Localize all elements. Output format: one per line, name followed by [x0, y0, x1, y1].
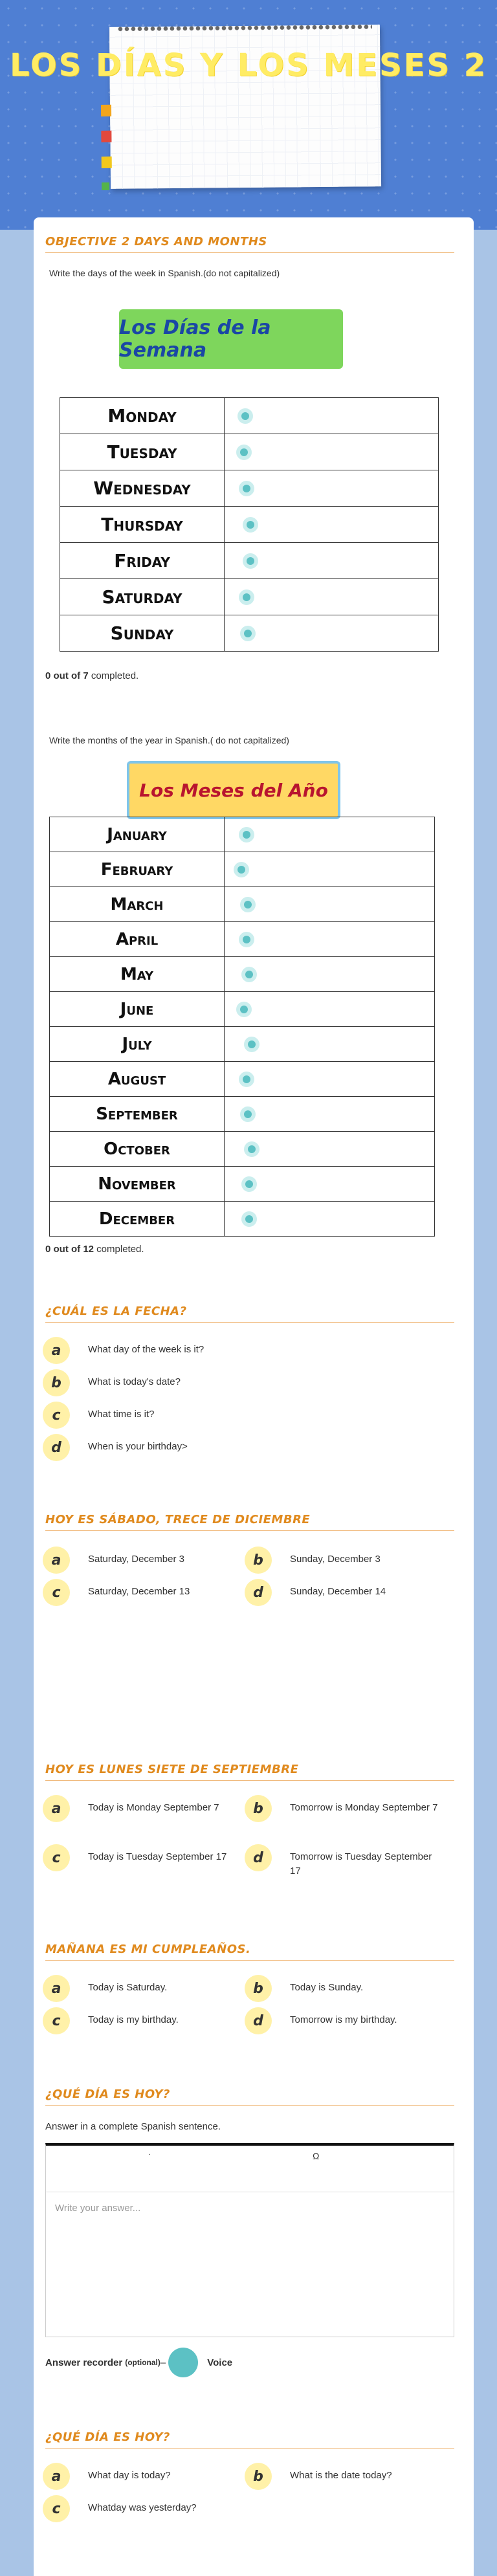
question-heading: ¿QUÉ DÍA ES HOY? [45, 2087, 454, 2106]
option-letter-badge: b [245, 1795, 272, 1822]
recorder-dash: – [160, 2357, 166, 2368]
worksheet-panel [34, 217, 474, 2576]
day-label: Tuesday [60, 434, 225, 470]
answer-dot-icon[interactable] [237, 408, 253, 424]
month-row [50, 992, 435, 1027]
option-text: Today is Monday September 7 [88, 1802, 219, 1813]
option-letter-badge: d [245, 1844, 272, 1871]
option-letter-badge: d [245, 2007, 272, 2034]
answer-option-d[interactable] [43, 1434, 188, 1461]
month-label: February [50, 852, 225, 887]
month-answer-cell[interactable] [225, 1062, 435, 1097]
day-answer-cell[interactable] [225, 579, 439, 615]
option-text: When is your birthday> [88, 1441, 188, 1452]
option-text: Tomorrow is Monday September 7 [290, 1802, 438, 1813]
day-answer-cell[interactable] [225, 543, 439, 579]
option-text: What is today's date? [88, 1376, 181, 1387]
month-row [50, 817, 435, 852]
days-table [60, 397, 439, 652]
answer-option-c[interactable] [43, 1402, 155, 1429]
option-text: What is the date today? [290, 2470, 392, 2481]
month-answer-cell[interactable] [225, 887, 435, 922]
month-answer-cell[interactable] [225, 992, 435, 1027]
option-letter-badge: c [43, 1844, 70, 1871]
option-text: Whatday was yesterday? [88, 2502, 197, 2513]
section-heading: OBJECTIVE 2 DAYS AND MONTHS [45, 235, 454, 253]
option-letter-badge: b [245, 1975, 272, 2002]
voice-label: Voice [207, 2357, 233, 2368]
month-label: April [50, 922, 225, 957]
option-letter-badge: a [43, 1975, 70, 2002]
answer-option-a[interactable] [43, 1975, 237, 2002]
completed-count: 0 out of 12 [45, 1244, 94, 1255]
day-row [60, 398, 439, 434]
notebook-tab [102, 182, 109, 190]
month-label: December [50, 1202, 225, 1237]
answer-dot-icon[interactable] [241, 1176, 257, 1192]
question-heading: ¿CUÁL ES LA FECHA? [45, 1305, 454, 1323]
question-heading: MAÑANA ES MI CUMPLEAÑOS. [45, 1943, 454, 1961]
month-answer-cell[interactable] [225, 1202, 435, 1237]
option-text: Saturday, December 3 [88, 1554, 184, 1565]
answer-dot-icon[interactable] [243, 553, 258, 569]
answer-option-a[interactable] [43, 2463, 237, 2490]
instruction-text: Write the days of the week in Spanish.(do not capitalized) [49, 268, 280, 278]
day-label: Sunday [60, 615, 225, 652]
question-heading: HOY ES LUNES SIETE DE SEPTIEMBRE [45, 1763, 454, 1781]
completed-suffix: completed. [88, 670, 139, 681]
months-table [49, 817, 435, 1237]
page-title: LOS DÍAS Y LOS MESES 2 [9, 47, 488, 83]
option-letter-badge: a [43, 1795, 70, 1822]
month-row [50, 852, 435, 887]
month-label: August [50, 1062, 225, 1097]
day-row [60, 579, 439, 615]
day-answer-cell[interactable] [225, 398, 439, 434]
answer-option-b[interactable] [245, 2463, 439, 2490]
instruction-text: Answer in a complete Spanish sentence. [45, 2121, 221, 2132]
option-letter-badge: a [43, 2463, 70, 2490]
month-label: January [50, 817, 225, 852]
answer-option-c[interactable] [43, 1844, 237, 1871]
option-text: Tomorrow is Tuesday September 17 [290, 1851, 432, 1877]
month-row [50, 1097, 435, 1132]
month-row [50, 957, 435, 992]
special-characters-button[interactable]: Ω [313, 2151, 320, 2161]
option-text: Today is Sunday. [290, 1982, 364, 1993]
day-row [60, 470, 439, 507]
option-text: What day of the week is it? [88, 1344, 204, 1355]
month-answer-cell[interactable] [225, 1167, 435, 1202]
option-letter-badge: c [43, 1402, 70, 1429]
day-label: Wednesday [60, 470, 225, 507]
format-button[interactable]: ˙ [148, 2152, 151, 2163]
completed-suffix: completed. [94, 1244, 144, 1255]
answer-dot-icon[interactable] [244, 1037, 260, 1052]
month-label: May [50, 957, 225, 992]
instruction-text: Write the months of the year in Spanish.( do not capitalized) [49, 735, 289, 745]
answer-dot-icon[interactable] [240, 897, 256, 912]
day-label: Saturday [60, 579, 225, 615]
answer-input[interactable]: Write your answer... [55, 2203, 141, 2214]
month-answer-cell[interactable] [225, 1097, 435, 1132]
answer-option-a[interactable] [43, 1795, 237, 1822]
day-label: Thursday [60, 507, 225, 543]
question-heading: HOY ES SÁBADO, TRECE DE DICIEMBRE [45, 1513, 454, 1531]
hero-banner [0, 0, 497, 230]
option-text: Sunday, December 3 [290, 1554, 381, 1565]
completed-count: 0 out of 7 [45, 670, 89, 681]
microphone-icon[interactable] [168, 2348, 198, 2377]
option-text: Today is Saturday. [88, 1982, 168, 1993]
month-row [50, 887, 435, 922]
month-row [50, 1027, 435, 1062]
month-label: July [50, 1027, 225, 1062]
notebook-tab [101, 105, 111, 116]
answer-dot-icon[interactable] [239, 589, 254, 605]
option-text: Sunday, December 14 [290, 1586, 386, 1597]
editor-toolbar [46, 2146, 454, 2192]
answer-dot-icon[interactable] [239, 481, 254, 496]
option-letter-badge: d [43, 1434, 70, 1461]
recorder-label: Answer recorder [45, 2357, 123, 2368]
answer-dot-icon[interactable] [239, 932, 254, 947]
option-letter-badge: a [43, 1337, 70, 1364]
days-completed-status [45, 670, 138, 681]
notebook-tab [101, 131, 111, 142]
answer-option-d[interactable] [245, 2007, 439, 2034]
answer-editor [45, 2143, 454, 2337]
option-text: Today is my birthday. [88, 2014, 179, 2025]
month-label: November [50, 1167, 225, 1202]
day-row [60, 434, 439, 470]
answer-dot-icon[interactable] [241, 1211, 257, 1227]
option-letter-badge: c [43, 2495, 70, 2522]
option-text: Today is Tuesday September 17 [88, 1851, 227, 1862]
answer-option-c[interactable] [43, 1579, 237, 1606]
month-label: March [50, 887, 225, 922]
month-label: June [50, 992, 225, 1027]
answer-dot-icon[interactable] [243, 517, 258, 533]
answer-option-b[interactable] [245, 1547, 439, 1574]
option-text: Saturday, December 13 [88, 1586, 190, 1597]
day-label: Friday [60, 543, 225, 579]
month-row [50, 922, 435, 957]
option-text: What day is today? [88, 2470, 171, 2481]
option-letter-badge: d [245, 1579, 272, 1606]
days-banner-image: Los Días de la Semana [119, 309, 343, 369]
day-answer-cell[interactable] [225, 507, 439, 543]
month-answer-cell[interactable] [225, 957, 435, 992]
month-row [50, 1132, 435, 1167]
answer-option-b[interactable] [43, 1369, 181, 1396]
answer-dot-icon[interactable] [236, 1002, 252, 1017]
month-row [50, 1062, 435, 1097]
answer-recorder [45, 2348, 232, 2377]
answer-option-d[interactable] [245, 1844, 439, 1878]
answer-dot-icon[interactable] [239, 1072, 254, 1087]
month-answer-cell[interactable] [225, 817, 435, 852]
answer-dot-icon[interactable] [234, 862, 249, 877]
option-letter-badge: b [245, 1547, 272, 1574]
answer-dot-icon[interactable] [240, 1106, 256, 1122]
option-letter-badge: c [43, 2007, 70, 2034]
option-text: Tomorrow is my birthday. [290, 2014, 397, 2025]
day-row [60, 543, 439, 579]
answer-dot-icon[interactable] [236, 445, 252, 460]
day-label: Monday [60, 398, 225, 434]
day-answer-cell[interactable] [225, 470, 439, 507]
months-completed-status [45, 1244, 144, 1255]
answer-dot-icon[interactable] [240, 626, 256, 641]
question-heading: ¿QUÉ DÍA ES HOY? [45, 2430, 454, 2449]
month-label: October [50, 1132, 225, 1167]
month-answer-cell[interactable] [225, 1132, 435, 1167]
answer-dot-icon[interactable] [239, 827, 254, 842]
months-banner-image: Los Meses del Año [127, 761, 340, 819]
answer-box[interactable] [45, 2143, 454, 2337]
answer-option-d[interactable] [245, 1579, 439, 1606]
day-answer-cell[interactable] [225, 434, 439, 470]
answer-option-a[interactable] [43, 1337, 204, 1364]
option-letter-badge: b [43, 1369, 70, 1396]
answer-option-a[interactable] [43, 1547, 237, 1574]
option-letter-badge: b [245, 2463, 272, 2490]
day-answer-cell[interactable] [225, 615, 439, 652]
month-answer-cell[interactable] [225, 1027, 435, 1062]
month-row [50, 1202, 435, 1237]
notebook-tab [102, 157, 112, 168]
option-letter-badge: c [43, 1579, 70, 1606]
answer-option-c[interactable] [43, 2007, 237, 2034]
recorder-optional: (optional) [125, 2358, 160, 2367]
day-row [60, 615, 439, 652]
month-row [50, 1167, 435, 1202]
month-label: September [50, 1097, 225, 1132]
month-answer-cell[interactable] [225, 922, 435, 957]
spiral-binding [117, 18, 372, 34]
answer-option-c[interactable] [43, 2495, 237, 2522]
month-answer-cell[interactable] [225, 852, 435, 887]
answer-dot-icon[interactable] [241, 967, 257, 982]
answer-dot-icon[interactable] [244, 1141, 260, 1157]
answer-option-b[interactable] [245, 1975, 439, 2002]
day-row [60, 507, 439, 543]
option-text: What time is it? [88, 1409, 155, 1420]
option-letter-badge: a [43, 1547, 70, 1574]
answer-option-b[interactable] [245, 1795, 439, 1822]
